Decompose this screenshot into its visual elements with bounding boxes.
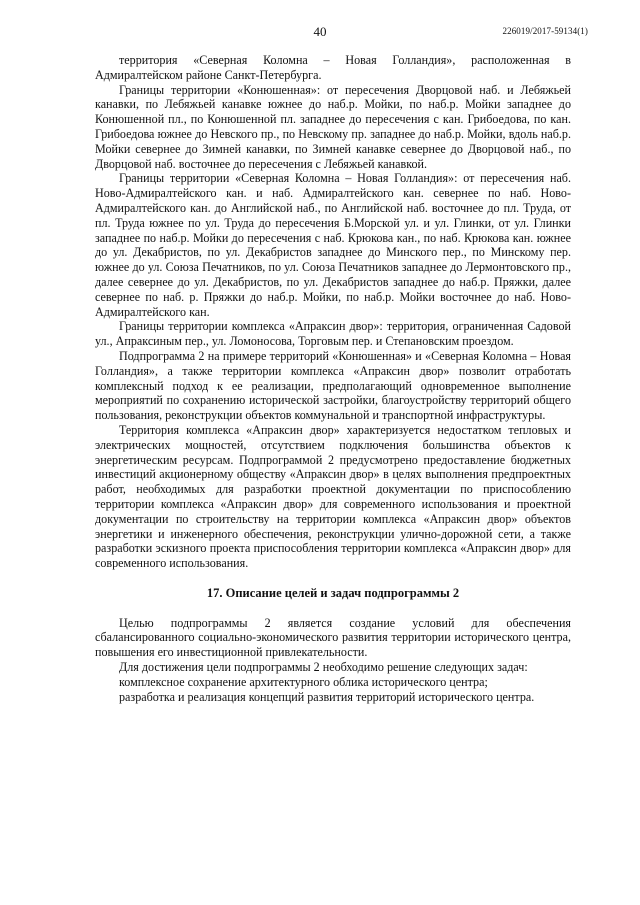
paragraph: Границы территории «Северная Коломна – Новая Голландия»: от пересечения наб. Ново-Адмиралтейского кан. и наб. Адмиралтейского кан. севернее по наб. Ново-Адмиралтейского кан. до Английской наб., по Английской наб. восточнее до пл. Труда, от пл. Труда южнее по ул. Труда до пересечения Б.Морской ул. и ул. Глинки, от ул. Глинки западнее по наб.р. Мойки до пересечения с наб. Крюкова кан., по наб. Крюкова кан. южнее до ул. Декабристов, по ул. Декабристов западнее до Минского пер., по Минскому пер. южнее до ул. Союза Печатников, по ул. Союза Печатников западнее до Лермонтовского пр., далее севернее до ул. Декабристов, по ул. Декабристов западнее до наб.р. Пряжки, далее севернее по наб. р. Пряжки до наб.р. Мойки, по наб.р. Мойки восточнее до наб. Ново-Адмиралтейского кан. bbox=[95, 171, 571, 319]
paragraph: Целью подпрограммы 2 является создание условий для обеспечения сбалансированного социально-экономического развития территории исторического центра, повышения его инвестиционной привлекательности. bbox=[95, 615, 571, 660]
paragraph: Для достижения цели подпрограммы 2 необходимо решение следующих задач: bbox=[119, 660, 528, 675]
paragraph: Границы территории комплекса «Апраксин двор»: территория, ограниченная Садовой ул., Апраксиным пер., ул. Ломоносова, Торговым пер. и Степановским проездом. bbox=[95, 319, 571, 349]
list-item: комплексное сохранение архитектурного облика исторического центра; bbox=[119, 674, 488, 689]
paragraph: Подпрограмма 2 на примере территорий «Конюшенная» и «Северная Коломна – Новая Голландия», а также территории комплекса «Апраксин двор» позволит отработать комплексный подход к ее реализации, предполагающий одновременное выполнение мероприятий по сохранению исторической застройки, благоустройству территорий общего пользования, реконструкции объектов коммунальной и транспортной инфраструктуры. bbox=[95, 348, 571, 423]
list-item: разработка и реализация концепций развития территорий исторического центра. bbox=[119, 689, 535, 704]
page-number: 40 bbox=[313, 24, 327, 39]
document-body bbox=[95, 53, 571, 704]
document-id: 226019/2017-59134(1) bbox=[502, 26, 588, 36]
paragraph: Границы территории «Конюшенная»: от пересечения Дворцовой наб. и Лебяжьей канавки, по Лебяжьей канавке южнее до наб.р. Мойки, по наб.р. Мойки западнее до Конюшенной пл., по Конюшенной пл. западнее до пересечения с кан. Грибоедова, по кан. Грибоедова южнее до Невского пр., по Невскому пр. западнее до наб.р. Мойки, вдоль наб.р. Мойки севернее до Зимней канавки, по Зимней канавке севернее до Дворцовой наб., по Дворцовой наб. восточнее до пересечения с Лебяжьей канавкой. bbox=[95, 82, 571, 171]
section-title: 17. Описание целей и задач подпрограммы 2 bbox=[206, 585, 460, 600]
paragraph: Территория комплекса «Апраксин двор» характеризуется недостатком тепловых и электрических мощностей, отсутствием подключения большинства объектов к энергетическим ресурсам. Подпрограммой 2 предусмотрено предоставление бюджетных инвестиций акционерному обществу «Апраксин двор» в целях выполнения предпроектных работ, необходимых для разработки проектной документации по приспособлению территории комплекса «Апраксин двор» для современного использования и проектной документации по строительству на территории комплекса «Апраксин двор» объектов энергетики и инженерного обеспечения, реконструкции улично-дорожной сети, а также разработки эскизного проекта приспособления территории комплекса «Апраксин двор» для современного использования. bbox=[95, 422, 571, 571]
paragraph: территория «Северная Коломна – Новая Голландия», расположенная в Адмиралтейском районе Санкт-Петербурга. bbox=[95, 53, 571, 82]
